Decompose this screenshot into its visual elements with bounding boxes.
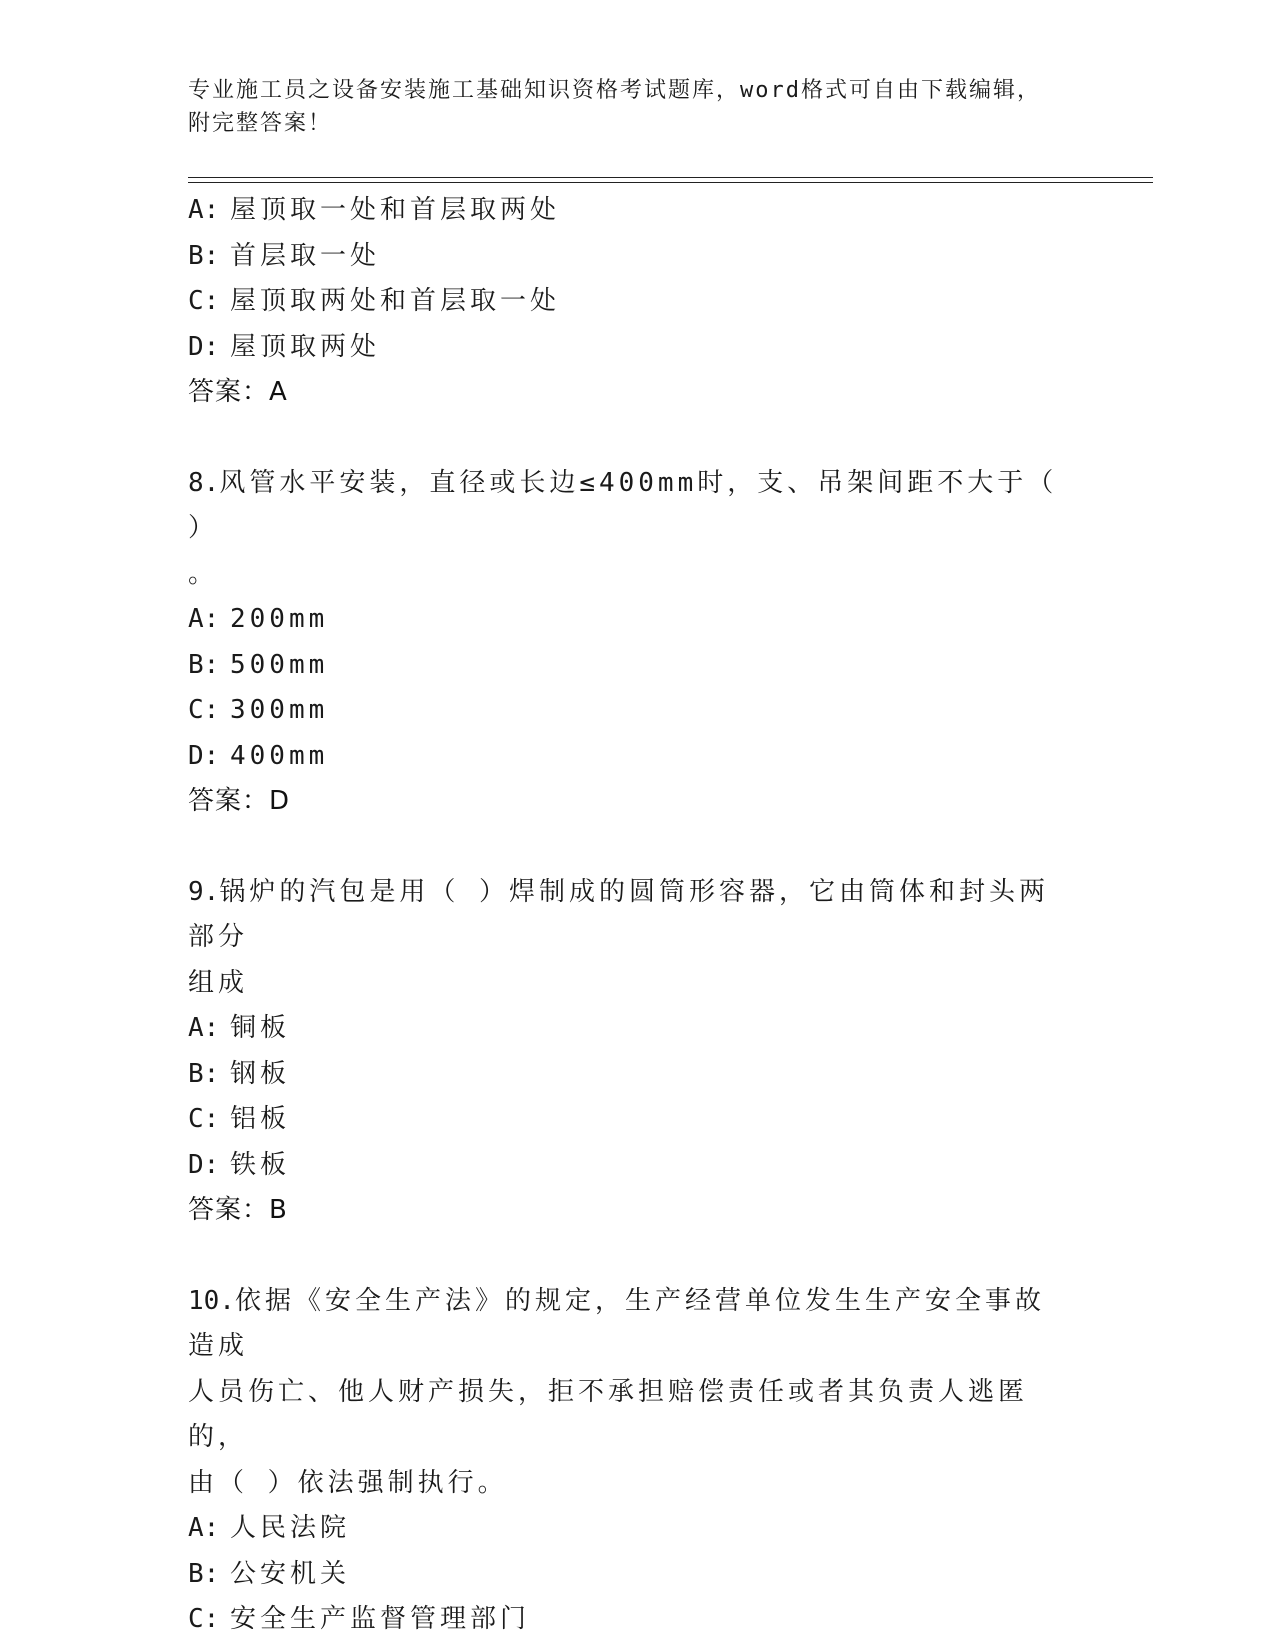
option-text: 公安机关: [230, 1558, 351, 1589]
header-divider-top: [188, 177, 1153, 178]
option-prefix: C:: [188, 1604, 220, 1634]
option-text: 500mm: [230, 649, 329, 680]
option-prefix: D:: [188, 331, 220, 362]
option-prefix: D:: [188, 1149, 220, 1180]
answer-line: 答案：D: [188, 786, 291, 816]
question-number: 10.: [188, 1285, 235, 1316]
spacer: [188, 1234, 1088, 1279]
option-c: [188, 688, 1088, 734]
spacer: [188, 416, 1088, 461]
option-text: 300mm: [230, 695, 329, 725]
option-text: 人民法院: [230, 1513, 351, 1543]
answer-line: 答案：A: [188, 377, 288, 407]
option-prefix: C:: [188, 695, 220, 725]
option-text: 安全生产监督管理部门: [230, 1604, 531, 1634]
question-10: [188, 1279, 1088, 1643]
header-line-1: 专业施工员之设备安装施工基础知识资格考试题库，word格式可自由下载编辑，: [188, 78, 1041, 103]
question-text-line-2: 。: [188, 558, 219, 589]
question-text-line-1: 风管水平安装，直径或长边≤400mm时，支、吊架间距不大于（ ）: [188, 467, 1058, 543]
option-prefix: C:: [188, 1104, 220, 1134]
option-prefix: A:: [188, 604, 220, 634]
option-a: [188, 1006, 1088, 1052]
question-text-line-2: 组成: [188, 967, 249, 998]
question-stem: [188, 461, 1068, 598]
option-prefix: B:: [188, 649, 220, 680]
question-8: [188, 461, 1088, 825]
option-text: 屋顶取一处和首层取两处: [230, 195, 561, 225]
question-list: [188, 188, 1088, 1643]
option-text: 铜板: [230, 1013, 291, 1043]
option-c: [188, 1597, 1088, 1643]
question-number: 8.: [188, 467, 220, 498]
question-text-line-3: 由（ ）依法强制执行。: [188, 1467, 508, 1498]
option-prefix: A:: [188, 195, 220, 225]
option-text: 铝板: [230, 1104, 291, 1134]
question-text-line-1: 依据《安全生产法》的规定，生产经营单位发生生产安全事故造成: [188, 1285, 1045, 1361]
option-c: [188, 279, 1088, 325]
option-text: 200mm: [230, 604, 329, 634]
option-b: [188, 1052, 1088, 1098]
option-b: [188, 1552, 1088, 1598]
option-a: [188, 188, 1088, 234]
question-stem: [188, 870, 1068, 1007]
question-stem: [188, 1279, 1068, 1507]
option-d: [188, 325, 1088, 371]
option-prefix: B:: [188, 1558, 220, 1589]
option-text: 钢板: [230, 1058, 291, 1089]
option-prefix: D:: [188, 740, 220, 771]
option-a: [188, 597, 1088, 643]
option-text: 屋顶取两处: [230, 331, 381, 362]
option-prefix: B:: [188, 1058, 220, 1089]
option-b: [188, 643, 1088, 689]
header-line-2: 附完整答案！: [188, 111, 333, 136]
option-b: [188, 234, 1088, 280]
question-9: [188, 870, 1088, 1234]
option-prefix: A:: [188, 1013, 220, 1043]
option-prefix: A:: [188, 1513, 220, 1543]
option-prefix: C:: [188, 286, 220, 316]
document-header: [188, 74, 1088, 140]
question-text-line-2: 人员伤亡、他人财产损失，拒不承担赔偿责任或者其负责人逃匿的，: [188, 1376, 1029, 1452]
spacer: [188, 825, 1088, 870]
question-number: 9.: [188, 876, 220, 907]
question-7-continued: [188, 188, 1088, 416]
option-text: 铁板: [230, 1149, 291, 1180]
answer-line: 答案：B: [188, 1195, 288, 1225]
option-d: [188, 734, 1088, 780]
option-d: [188, 1143, 1088, 1189]
option-text: 首层取一处: [230, 240, 381, 271]
option-text: 屋顶取两处和首层取一处: [230, 286, 561, 316]
option-a: [188, 1506, 1088, 1552]
header-divider-bottom: [188, 182, 1153, 183]
option-text: 400mm: [230, 740, 329, 771]
option-prefix: B:: [188, 240, 220, 271]
question-text-line-1: 锅炉的汽包是用（ ）焊制成的圆筒形容器，它由筒体和封头两部分: [188, 876, 1049, 952]
option-c: [188, 1097, 1088, 1143]
